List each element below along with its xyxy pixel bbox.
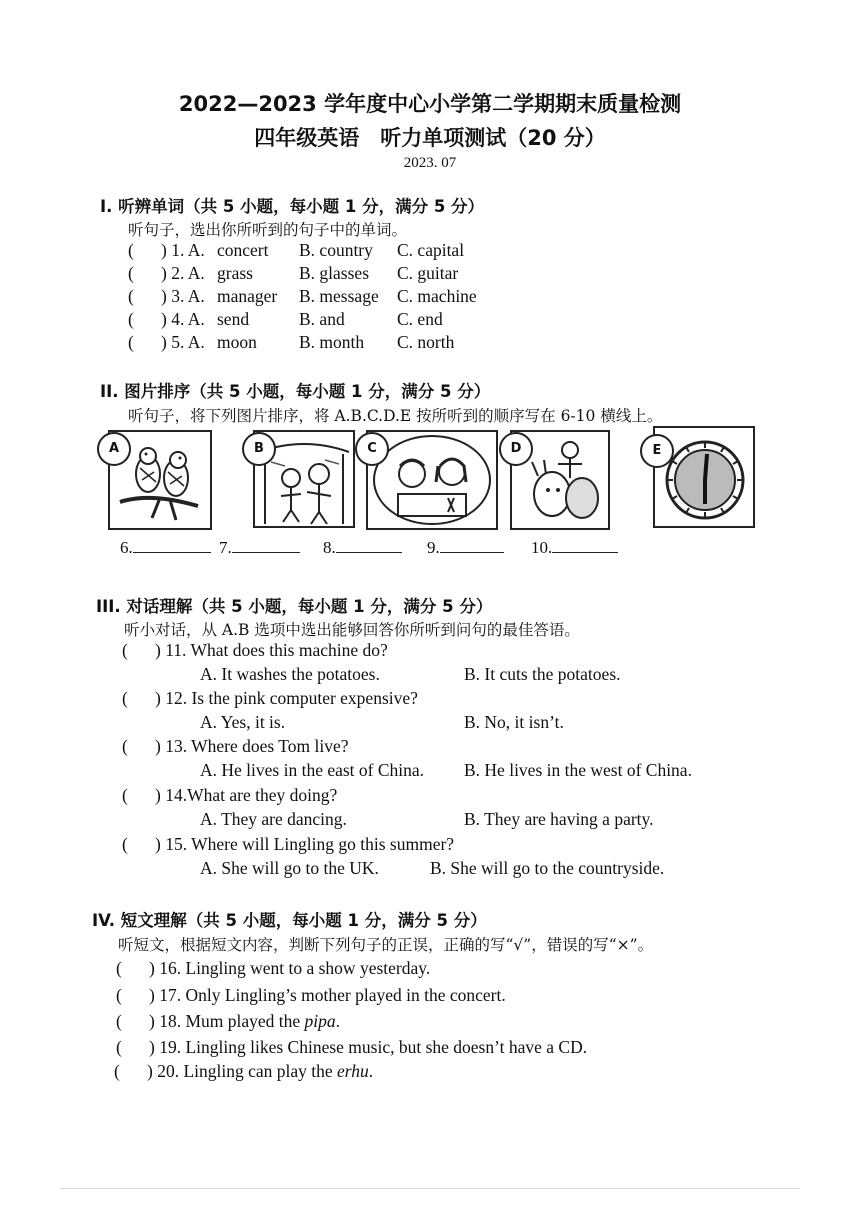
blank-number: 7. [219, 538, 232, 557]
question-text: ) 13. Where does Tom live? [155, 736, 349, 756]
question-number: ) 5. A. [161, 332, 205, 352]
option-a: A. It washes the potatoes. [200, 664, 380, 684]
blank-line[interactable] [232, 536, 300, 553]
option-b: B. She will go to the countryside. [430, 858, 665, 878]
question-number: ) 2. A. [161, 263, 205, 283]
exam-title: 2022—2023 学年度中心小学第二学期期末质量检测 [178, 92, 682, 116]
question-text: ) 14.What are they doing? [155, 785, 338, 805]
answer-paren[interactable]: ( [122, 640, 128, 660]
statement-text: ) 16. Lingling went to a show yesterday. [149, 958, 431, 978]
option-b: B. They are having a party. [464, 809, 654, 829]
blank-line[interactable] [440, 536, 504, 553]
picture-label: B [242, 432, 276, 466]
section2-heading: II. 图片排序（共 5 小题，每小题 1 分，满分 5 分） [100, 382, 491, 401]
statement-text: ) 20. Lingling can play the erhu. [147, 1061, 374, 1081]
section3-instruction: 听小对话，从 A.B 选项中选出能够回答你所听到问句的最佳答语。 [124, 621, 580, 639]
answer-paren[interactable]: ( [116, 1037, 122, 1057]
picture-label: E [640, 434, 674, 468]
blank-line[interactable] [552, 536, 618, 553]
italic-term: pipa [304, 1011, 336, 1031]
option-c: C. end [397, 309, 443, 329]
option-c: C. north [397, 332, 455, 352]
exam-subtitle: 四年级英语 听力单项测试（20 分） [254, 126, 606, 150]
option-a: grass [217, 263, 253, 283]
option-c: C. guitar [397, 263, 459, 283]
option-a: manager [217, 286, 278, 306]
answer-blank[interactable] [323, 536, 402, 558]
blank-line[interactable] [336, 536, 402, 553]
option-a: A. They are dancing. [200, 809, 347, 829]
blank-number: 9. [427, 538, 440, 557]
picture-label: C [355, 432, 389, 466]
option-a: A. Yes, it is. [200, 712, 286, 732]
option-b: B. message [299, 286, 379, 306]
option-a: concert [217, 240, 269, 260]
picture-label: D [499, 432, 533, 466]
section1-heading: I. 听辨单词（共 5 小题，每小题 1 分，满分 5 分） [100, 197, 485, 216]
answer-paren[interactable]: ( [114, 1061, 120, 1081]
option-b: B. No, it isn’t. [464, 712, 564, 732]
section1-instruction: 听句子，选出你所听到的句子中的单词。 [128, 221, 408, 239]
question-text: ) 11. What does this machine do? [155, 640, 388, 660]
statement-text: ) 18. Mum played the pipa. [149, 1011, 341, 1031]
option-b: B. It cuts the potatoes. [464, 664, 621, 684]
option-b: B. He lives in the west of China. [464, 760, 692, 780]
italic-term: erhu [337, 1061, 369, 1081]
blank-number: 6. [120, 538, 133, 557]
answer-paren[interactable]: ( [128, 240, 134, 260]
question-text: ) 15. Where will Lingling go this summer? [155, 834, 455, 854]
option-b: B. glasses [299, 263, 369, 283]
option-c: C. capital [397, 240, 465, 260]
answer-paren[interactable]: ( [122, 736, 128, 756]
question-number: ) 4. A. [161, 309, 205, 329]
answer-blank[interactable] [219, 536, 300, 558]
answer-paren[interactable]: ( [116, 1011, 122, 1031]
statement-text: ) 19. Lingling likes Chinese music, but she doesn’t have a CD. [149, 1037, 588, 1057]
picture-label: A [97, 432, 131, 466]
question-number: ) 1. A. [161, 240, 205, 260]
question-number: ) 3. A. [161, 286, 205, 306]
answer-paren[interactable]: ( [128, 286, 134, 306]
section4-instruction: 听短文，根据短文内容，判断下列句子的正误，正确的写“√”，错误的写“×”。 [118, 936, 654, 954]
option-a: send [217, 309, 250, 329]
section3-heading: III. 对话理解（共 5 小题，每小题 1 分，满分 5 分） [96, 597, 493, 616]
exam-date: 2023. 07 [403, 155, 457, 171]
option-b: B. country [299, 240, 373, 260]
answer-paren[interactable]: ( [128, 332, 134, 352]
option-b: B. and [299, 309, 345, 329]
answer-paren[interactable]: ( [128, 309, 134, 329]
section4-heading: IV. 短文理解（共 5 小题，每小题 1 分，满分 5 分） [92, 911, 487, 930]
answer-paren[interactable]: ( [116, 958, 122, 978]
answer-paren[interactable]: ( [116, 985, 122, 1005]
answer-blank[interactable] [531, 536, 618, 558]
answer-paren[interactable]: ( [128, 263, 134, 283]
option-b: B. month [299, 332, 365, 352]
option-c: C. machine [397, 286, 477, 306]
option-a: moon [217, 332, 257, 352]
statement-text: ) 17. Only Lingling’s mother played in the concert. [149, 985, 506, 1005]
blank-number: 10. [531, 538, 553, 557]
section2-instruction: 听句子，将下列图片排序，将 A.B.C.D.E 按所听到的顺序写在 6-10 横线上。 [128, 407, 663, 425]
blank-number: 8. [323, 538, 336, 557]
option-a: A. He lives in the east of China. [200, 760, 425, 780]
answer-blank[interactable] [427, 536, 504, 558]
page-bottom-divider [60, 1188, 800, 1189]
answer-blank[interactable] [120, 536, 211, 558]
blank-line[interactable] [133, 536, 211, 553]
option-a: A. She will go to the UK. [200, 858, 379, 878]
question-text: ) 12. Is the pink computer expensive? [155, 688, 418, 708]
answer-paren[interactable]: ( [122, 785, 128, 805]
answer-paren[interactable]: ( [122, 834, 128, 854]
answer-paren[interactable]: ( [122, 688, 128, 708]
